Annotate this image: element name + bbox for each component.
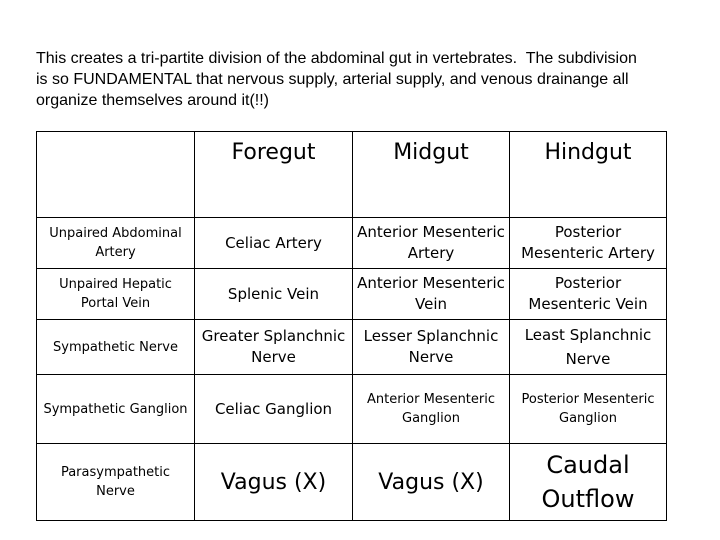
cell-anterior-mesenteric-ganglion: Anterior Mesenteric Ganglion bbox=[353, 375, 510, 444]
column-header-hindgut: Hindgut bbox=[510, 132, 667, 218]
table-row bbox=[37, 320, 667, 375]
header-row bbox=[37, 132, 667, 218]
cell-anterior-mesenteric-vein: Anterior Mesenteric Vein bbox=[353, 269, 510, 320]
cell-celiac-artery: Celiac Artery bbox=[195, 218, 353, 269]
intro-line-1: This creates a tri-partite division of the abdominal gut in vertebrates. The subdivision bbox=[36, 50, 637, 67]
row-label-unpaired-abdominal-artery: Unpaired Abdominal Artery bbox=[37, 218, 195, 269]
cell-vagus-midgut: Vagus (X) bbox=[353, 444, 510, 521]
corner-cell bbox=[37, 132, 195, 218]
row-label-sympathetic-ganglion: Sympathetic Ganglion bbox=[37, 375, 195, 444]
cell-celiac-ganglion: Celiac Ganglion bbox=[195, 375, 353, 444]
row-label-parasympathetic-nerve: Parasympathetic Nerve bbox=[37, 444, 195, 521]
cell-greater-splanchnic-nerve: Greater Splanchnic Nerve bbox=[195, 320, 353, 375]
row-label-unpaired-hepatic-portal-vein: Unpaired Hepatic Portal Vein bbox=[37, 269, 195, 320]
table-row bbox=[37, 444, 667, 521]
cell-posterior-mesenteric-ganglion: Posterior Mesenteric Ganglion bbox=[510, 375, 667, 444]
cell-posterior-mesenteric-artery: Posterior Mesenteric Artery bbox=[510, 218, 667, 269]
cell-splenic-vein: Splenic Vein bbox=[195, 269, 353, 320]
cell-vagus-foregut: Vagus (X) bbox=[195, 444, 353, 521]
cell-least-splanchnic-nerve: Least Splanchnic Nerve bbox=[510, 320, 667, 375]
column-header-foregut: Foregut bbox=[195, 132, 353, 218]
table-row bbox=[37, 218, 667, 269]
row-label-sympathetic-nerve: Sympathetic Nerve bbox=[37, 320, 195, 375]
cell-caudal-outflow: Caudal Outflow bbox=[510, 444, 667, 521]
intro-line-2: is so FUNDAMENTAL that nervous supply, arterial supply, and venous drainange all bbox=[36, 71, 629, 88]
gut-division-table bbox=[36, 131, 667, 521]
cell-posterior-mesenteric-vein: Posterior Mesenteric Vein bbox=[510, 269, 667, 320]
intro-line-3: organize themselves around it(!!) bbox=[36, 92, 269, 109]
table-row bbox=[37, 375, 667, 444]
column-header-midgut: Midgut bbox=[353, 132, 510, 218]
table-row bbox=[37, 269, 667, 320]
cell-lesser-splanchnic-nerve: Lesser Splanchnic Nerve bbox=[353, 320, 510, 375]
cell-anterior-mesenteric-artery: Anterior Mesenteric Artery bbox=[353, 218, 510, 269]
intro-paragraph bbox=[36, 48, 720, 111]
